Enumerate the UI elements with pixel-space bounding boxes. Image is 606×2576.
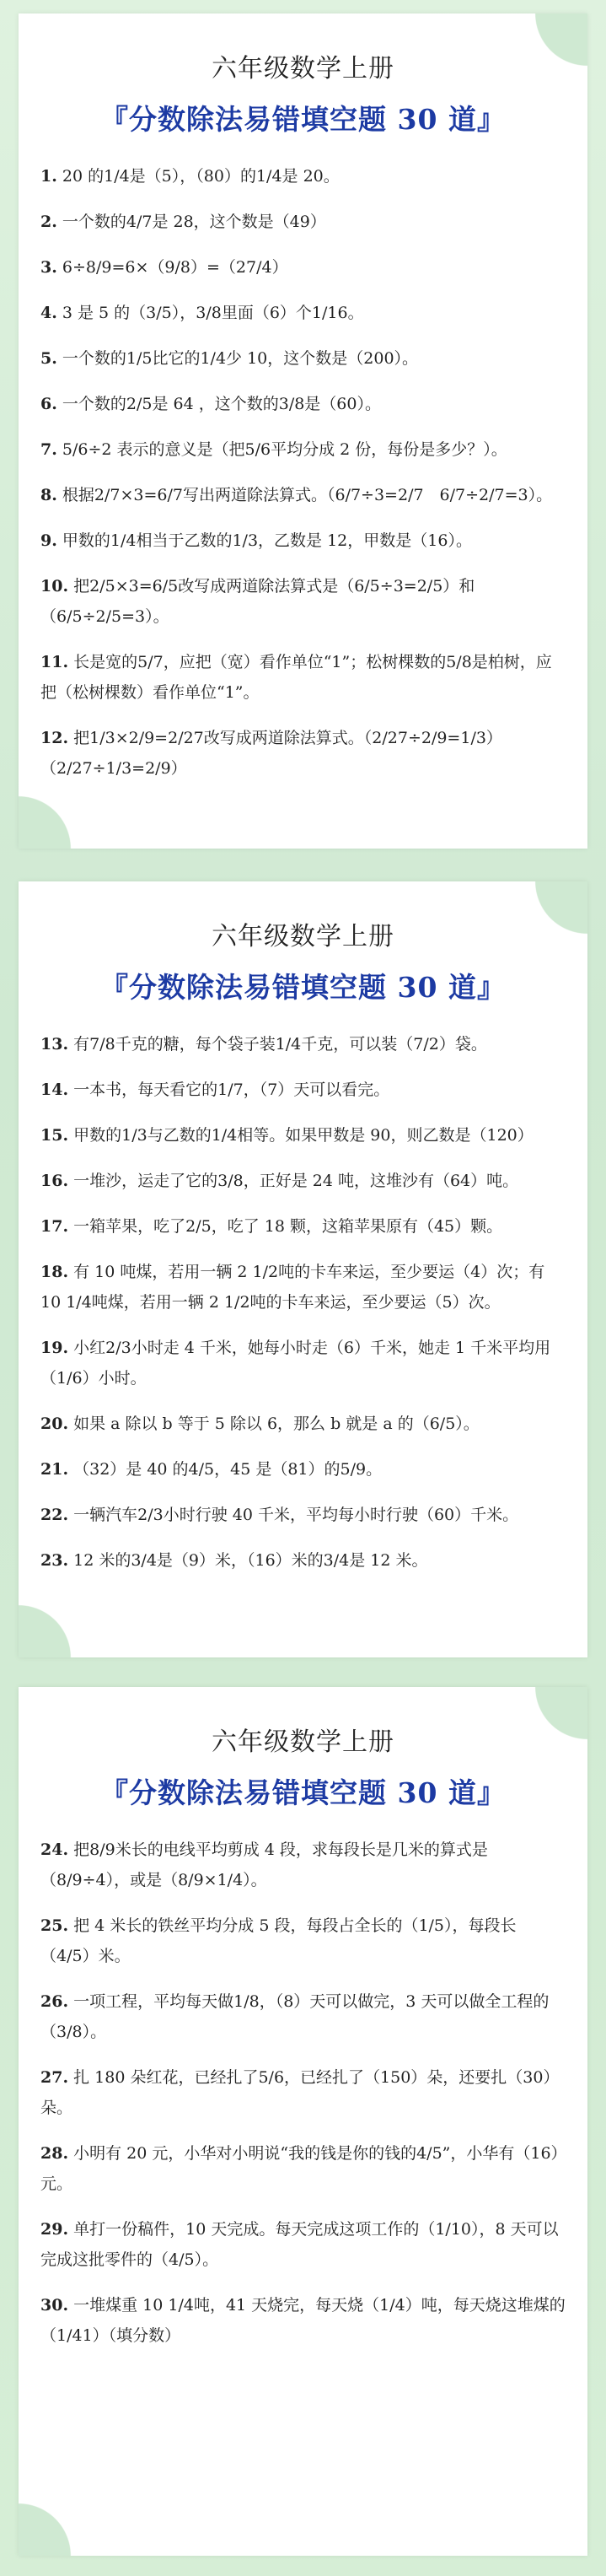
question-text: 有 10 吨煤，若用一辆 2 1/2吨的卡车来运，至少要运（4）次；有 10 1/4吨煤，若用一辆 2 1/2吨的卡车来运，至少要运（5）次。 — [40, 1263, 545, 1312]
question-number: 26. — [40, 1992, 69, 2011]
question-number: 24. — [40, 1840, 69, 1859]
question-number: 7. — [40, 440, 57, 459]
question-item — [40, 343, 566, 374]
question-list — [19, 1811, 587, 2351]
question-number: 17. — [40, 1217, 69, 1236]
question-item — [40, 2138, 566, 2199]
question-item — [40, 1500, 566, 1530]
question-text: 20 的1/4是（5），（80）的1/4是 20。 — [62, 167, 340, 186]
question-text: 有7/8千克的糖，每个袋子装1/4千克，可以装（7/2）袋。 — [73, 1035, 487, 1054]
question-item — [40, 207, 566, 237]
question-item — [40, 1166, 566, 1196]
question-number: 16. — [40, 1172, 69, 1190]
question-number: 2. — [40, 213, 57, 231]
page-corner-curl — [19, 1598, 78, 1657]
page-corner-curl — [19, 790, 78, 849]
question-number: 9. — [40, 531, 57, 550]
question-text: 根据2/7×3=6/7写出两道除法算式。（6/7÷3=2/7 6/7÷2/7=3）。 — [62, 486, 553, 504]
question-number: 23. — [40, 1551, 69, 1570]
question-item — [40, 1986, 566, 2047]
question-item — [40, 1257, 566, 1318]
question-text: （32）是 40 的4/5，45 是（81）的5/9。 — [73, 1460, 383, 1479]
question-number: 1. — [40, 167, 57, 186]
question-text: 一个数的1/5比它的1/4少 10，这个数是（200）。 — [62, 349, 419, 368]
question-number: 30. — [40, 2296, 69, 2315]
question-item — [40, 389, 566, 419]
question-text: 6÷8/9=6×（9/8）=（27/4） — [62, 258, 288, 277]
question-number: 12. — [40, 729, 69, 747]
worksheet-page-1 — [19, 13, 587, 849]
question-item — [40, 1409, 566, 1439]
question-text: 把1/3×2/9=2/27改写成两道除法算式。（2/27÷2/9=1/3）（2/27÷1/3=2/9） — [40, 729, 502, 778]
question-number: 15. — [40, 1126, 69, 1145]
question-number: 4. — [40, 304, 57, 322]
question-number: 22. — [40, 1506, 69, 1524]
question-number: 19. — [40, 1339, 69, 1357]
question-item — [40, 525, 566, 556]
question-text: 一项工程，平均每天做1/8，（8）天可以做完，3 天可以做全工程的（3/8）。 — [40, 1992, 550, 2041]
question-text: 一个数的4/7是 28，这个数是（49） — [62, 213, 326, 231]
page-corner-curl — [528, 881, 587, 940]
question-text: 如果 a 除以 b 等于 5 除以 6，那么 b 就是 a 的（6/5）。 — [73, 1415, 480, 1433]
question-number: 6. — [40, 395, 57, 413]
question-number: 5. — [40, 349, 57, 368]
question-text: 3 是 5 的（3/5），3/8里面（6）个1/16。 — [62, 304, 364, 322]
question-number: 20. — [40, 1415, 69, 1433]
question-number: 27. — [40, 2068, 69, 2087]
question-item — [40, 161, 566, 191]
question-text: 一堆沙，运走了它的3/8，正好是 24 吨，这堆沙有（64）吨。 — [73, 1172, 519, 1190]
page-header — [19, 881, 587, 1005]
page-header — [19, 13, 587, 137]
page-corner-curl — [528, 13, 587, 73]
question-list — [19, 1005, 587, 1576]
question-item — [40, 1454, 566, 1485]
question-text: 扎 180 朵红花，已经扎了5/6，已经扎了（150）朵，还要扎（30）朵。 — [40, 2068, 560, 2117]
question-text: 把8/9米长的电线平均剪成 4 段，求每段长是几米的算式是（8/9÷4），或是（8/9×1/4）。 — [40, 1840, 488, 1889]
question-number: 13. — [40, 1035, 69, 1054]
question-number: 14. — [40, 1081, 69, 1099]
page-title: 『分数除法易错填空题 30 道』 — [100, 971, 506, 1004]
page-corner-curl — [528, 1687, 587, 1746]
question-item — [40, 1120, 566, 1151]
question-item — [40, 723, 566, 784]
question-number: 29. — [40, 2220, 69, 2239]
question-text: 长是宽的5/7，应把（宽）看作单位“1”；松树棵数的5/8是柏树，应把（松树棵数）看作单位“1”。 — [40, 653, 552, 702]
question-item — [40, 2062, 566, 2123]
worksheet-page-2 — [19, 881, 587, 1657]
question-item — [40, 1029, 566, 1059]
question-text: 把2/5×3=6/5改写成两道除法算式是（6/5÷3=2/5）和（6/5÷2/5=3）。 — [40, 577, 475, 626]
question-text: 5/6÷2 表示的意义是（把5/6平均分成 2 份，每份是多少？）。 — [62, 440, 507, 459]
page-title: 『分数除法易错填空题 30 道』 — [100, 1776, 506, 1809]
question-text: 一辆汽车2/3小时行驶 40 千米，平均每小时行驶（60）千米。 — [73, 1506, 519, 1524]
question-number: 18. — [40, 1263, 69, 1281]
question-number: 10. — [40, 577, 69, 595]
question-item — [40, 298, 566, 328]
question-item — [40, 2214, 566, 2275]
question-text: 单打一份稿件，10 天完成。每天完成这项工作的（1/10），8 天可以完成这批零件的（4/5）。 — [40, 2220, 559, 2269]
worksheet-page-3 — [19, 1687, 587, 2556]
page-subtitle: 六年级数学上册 — [212, 54, 394, 84]
question-text: 一个数的2/5是 64 ，这个数的3/8是（60）。 — [62, 395, 381, 413]
page-subtitle: 六年级数学上册 — [212, 922, 394, 951]
question-number: 11. — [40, 653, 69, 671]
question-number: 21. — [40, 1460, 69, 1479]
question-text: 一箱苹果，吃了2/5，吃了 18 颗，这箱苹果原有（45）颗。 — [73, 1217, 503, 1236]
question-text: 小红2/3小时走 4 千米，她每小时走（6）千米，她走 1 千米平均用（1/6）小时。 — [40, 1339, 551, 1388]
question-item — [40, 1333, 566, 1393]
page-subtitle: 六年级数学上册 — [212, 1727, 394, 1757]
question-text: 把 4 米长的铁丝平均分成 5 段，每段占全长的（1/5），每段长（4/5）米。 — [40, 1916, 517, 1965]
question-text: 甲数的1/4相当于乙数的1/3，乙数是 12，甲数是（16）。 — [62, 531, 472, 550]
question-item — [40, 571, 566, 632]
question-item — [40, 647, 566, 708]
question-item — [40, 1545, 566, 1576]
question-number: 28. — [40, 2144, 69, 2163]
question-number: 8. — [40, 486, 57, 504]
question-item — [40, 2290, 566, 2351]
question-text: 一本书，每天看它的1/7，（7）天可以看完。 — [73, 1081, 390, 1099]
question-text: 小明有 20 元，小华对小明说“我的钱是你的钱的4/5”，小华有（16）元。 — [40, 2144, 560, 2193]
question-list — [19, 137, 587, 784]
question-item — [40, 434, 566, 465]
question-item — [40, 252, 566, 283]
page-corner-curl — [19, 2497, 78, 2556]
question-text: 12 米的3/4是（9）米，（16）米的3/4是 12 米。 — [73, 1551, 428, 1570]
page-title: 『分数除法易错填空题 30 道』 — [100, 103, 506, 136]
question-number: 3. — [40, 258, 57, 277]
question-number: 25. — [40, 1916, 69, 1935]
page-header — [19, 1687, 587, 1811]
question-item — [40, 1910, 566, 1971]
question-item — [40, 1075, 566, 1105]
question-item — [40, 1835, 566, 1895]
question-item — [40, 1211, 566, 1242]
question-text: 一堆煤重 10 1/4吨，41 天烧完，每天烧（1/4）吨，每天烧这堆煤的（1/41）（填分数） — [40, 2296, 566, 2345]
question-text: 甲数的1/3与乙数的1/4相等。如果甲数是 90，则乙数是（120） — [73, 1126, 534, 1145]
question-item — [40, 480, 566, 510]
